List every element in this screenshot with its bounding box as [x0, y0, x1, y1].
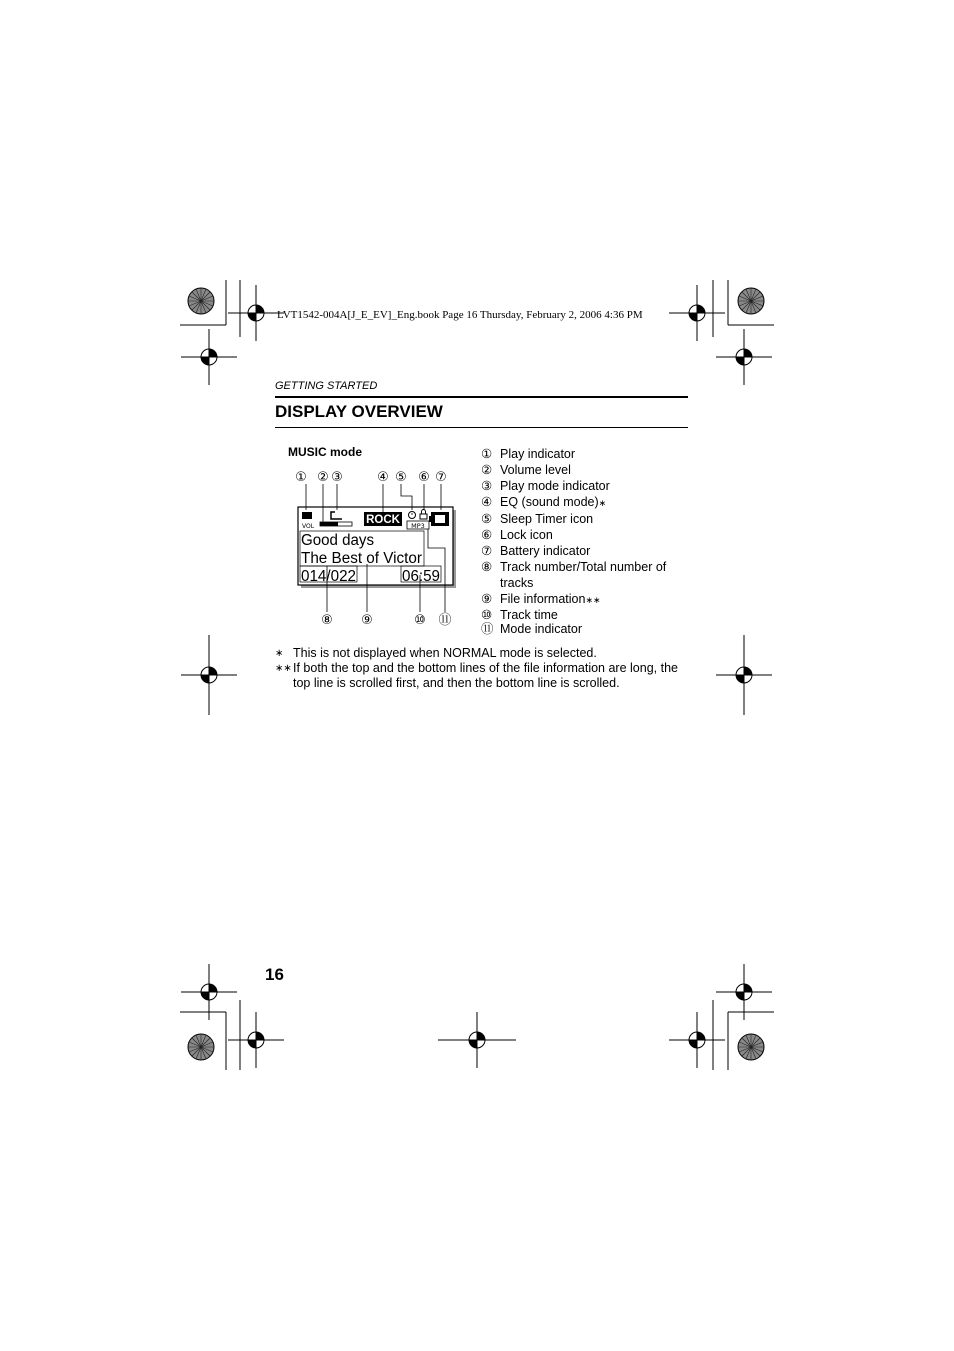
footnote: ∗∗ If both the top and the bottom lines of the file information are long, the top line is scrolled first, and then the bottom line is scrolled. — [275, 661, 678, 690]
print-header: LVT1542-004A[J_E_EV]_Eng.book Page 16 Thursday, February 2, 2006 4:36 PM — [277, 309, 643, 321]
callout-2: ② — [317, 470, 329, 485]
legend-item: ⑪ Mode indicator — [481, 622, 582, 636]
track-time: 06:59 — [402, 568, 440, 585]
legend-item: ④ EQ (sound mode)∗ — [481, 495, 607, 509]
file-info-line2: The Best of Victor — [301, 550, 422, 567]
legend-item: ⑨ File information∗∗ — [481, 592, 601, 606]
callout-5: ⑤ — [395, 470, 407, 485]
legend-item: ① Play indicator — [481, 447, 576, 461]
mode-indicator-text: MP3 — [411, 522, 425, 530]
legend-item: ⑦ Battery indicator — [481, 544, 591, 558]
callout-4: ④ — [377, 470, 389, 485]
legend-item: ⑥ Lock icon — [481, 528, 553, 542]
lcd-diagram — [290, 462, 470, 632]
callout-8: ⑧ — [321, 613, 333, 628]
footnote: ∗ This is not displayed when NORMAL mode is selected. — [275, 646, 597, 660]
legend-item: ⑤ Sleep Timer icon — [481, 512, 594, 526]
legend-item: ② Volume level — [481, 463, 571, 477]
track-number: 014/022 — [301, 568, 356, 585]
eq-text: ROCK — [366, 514, 400, 526]
music-mode-label: MUSIC mode — [288, 445, 363, 459]
callout-3: ③ — [331, 470, 343, 485]
callout-1: ① — [295, 470, 307, 485]
section-label: GETTING STARTED — [275, 380, 378, 392]
title-rule — [275, 427, 688, 428]
legend-item: ⑧ Track number/Total number of tracks — [481, 560, 667, 590]
callout-6: ⑥ — [418, 470, 430, 485]
page-title: DISPLAY OVERVIEW — [275, 402, 443, 421]
top-rule — [275, 396, 688, 398]
callout-11: ⑪ — [438, 613, 452, 628]
callout-7: ⑦ — [435, 470, 447, 485]
legend-item: ③ Play mode indicator — [481, 479, 610, 493]
vol-label: VOL — [302, 523, 315, 530]
legend-item: ⑩ Track time — [481, 608, 558, 622]
footnotes — [275, 646, 690, 691]
play-indicator-icon — [302, 512, 312, 519]
lock-icon — [420, 514, 427, 519]
legend-list — [481, 446, 691, 636]
callout-10: ⑩ — [414, 613, 426, 628]
page-number: 16 — [265, 965, 284, 984]
file-info-line1: Good days — [301, 532, 375, 549]
callout-9: ⑨ — [361, 613, 373, 628]
